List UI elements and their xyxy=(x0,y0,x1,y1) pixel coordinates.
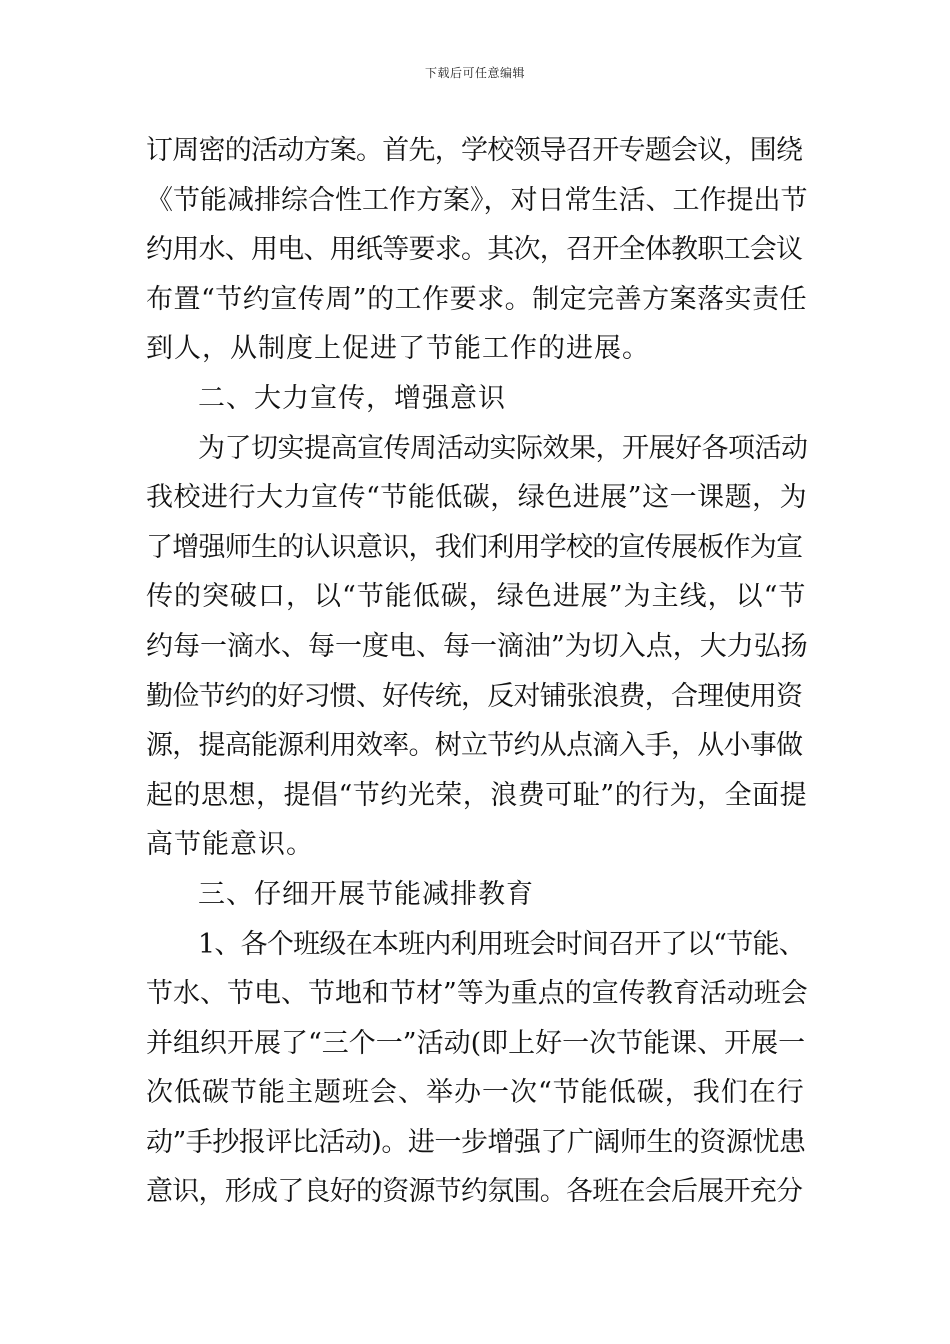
text-line: 了增强师生的认识意识，我们利用学校的宣传展板作为宣 xyxy=(146,531,803,563)
page-header: 下载后可任意编辑 xyxy=(424,66,525,80)
text-line: 节水、节电、节地和节材”等为重点的宣传教育活动班会 xyxy=(146,978,808,1010)
text-line: 到人，从制度上促进了节能工作的进展。 xyxy=(146,333,650,365)
text-line: 订周密的活动方案。首先，学校领导召开专题会议，围绕 xyxy=(146,135,803,166)
text-line: 高节能意识。 xyxy=(146,829,314,861)
text-line: 并组织开展了“三个一”活动(即上好一次节能课、开展一 xyxy=(146,1027,806,1059)
text-line: 意识，形成了良好的资源节约氛围。各班在会后展开充分 xyxy=(146,1176,803,1208)
text-line: 布置“节约宣传周”的工作要求。制定完善方案落实责任 xyxy=(146,283,808,315)
text-line: 《节能减排综合性工作方案》，对日常生活、工作提出节 xyxy=(146,184,808,216)
text-line: 1、各个班级在本班内利用班会时间召开了以“节能、 xyxy=(198,928,805,960)
text-line: 勤俭节约的好习惯、好传统，反对铺张浪费，合理使用资 xyxy=(146,680,803,712)
text-line: 次低碳节能主题班会、举办一次“节能低碳，我们在行 xyxy=(146,1077,805,1109)
text-line: 起的思想，提倡“节约光荣，浪费可耻”的行为，全面提 xyxy=(146,779,808,811)
text-line: 源，提高能源利用效率。树立节约从点滴入手，从小事做 xyxy=(146,730,803,762)
text-line: 动”手抄报评比活动)。进一步增强了广阔师生的资源忧患 xyxy=(146,1126,806,1158)
text-line: 约用水、用电、用纸等要求。其次，召开全体教职工会议 xyxy=(146,234,803,266)
section-heading: 三、仔细开展节能减排教育 xyxy=(198,878,534,910)
text-line: 为了切实提高宣传周活动实际效果，开展好各项活动 xyxy=(198,432,808,464)
text-line: 传的突破口，以“节能低碳，绿色进展”为主线，以“节 xyxy=(146,581,807,613)
body-text xyxy=(146,126,808,1217)
section-heading: 二、大力宣传，增强意识 xyxy=(198,382,506,414)
text-line: 我校进行大力宣传“节能低碳，绿色进展”这一课题，为 xyxy=(146,482,808,514)
text-line: 约每一滴水、每一度电、每一滴油”为切入点，大力弘扬 xyxy=(146,630,808,662)
